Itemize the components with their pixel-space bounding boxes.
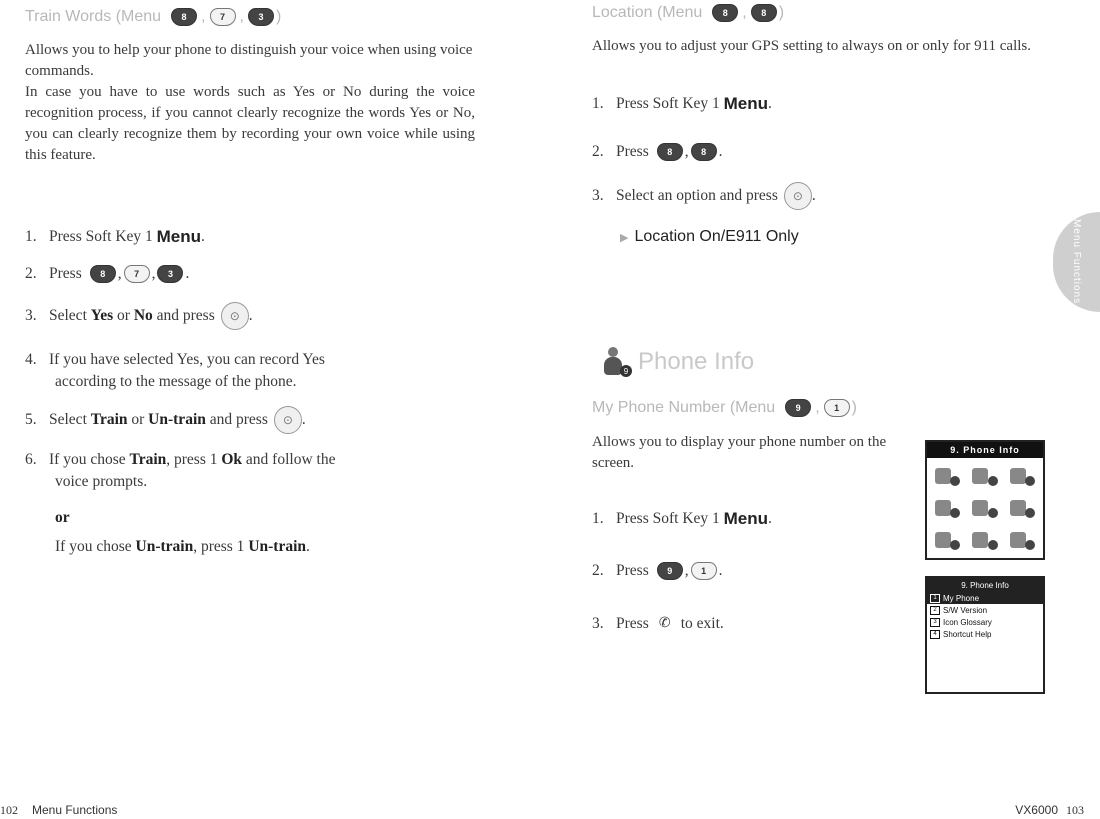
train-step-1: 1. Press Soft Key 1 Menu . [25,227,205,246]
location-option: ▶ Location On/E911 Only [620,228,799,245]
location-step-1: 1. Press Soft Key 1 Menu . [592,94,772,113]
key-8-icon: 8 [712,4,738,22]
phone-step-1: 1. Press Soft Key 1 Menu . [592,509,772,528]
footer-left: 102 Menu Functions [0,803,118,817]
key-3-icon: 3 [248,8,274,26]
key-3-icon: 3 [157,265,183,283]
train-words-intro-2: In case you have to use words such as Yes or No during the voice recognition process, if you cannot clearly recognize the words Yes or No, you can clearly recognize them by recording your own voice while using this feature. [25,84,475,163]
menu-item-my-phone: 1 My Phone [927,592,1043,604]
key-7-icon: 7 [124,265,150,283]
train-step-5: 5. Select Train or Un-train and press ⊙ . [25,406,306,434]
ok-key-icon: ⊙ [784,182,812,210]
phone-step-2: 2. Press 9 , 1 . [592,562,723,579]
key-9-icon: 9 [785,399,811,417]
grid-icon [1006,462,1039,490]
key-8-icon: 8 [171,8,197,26]
key-7-icon: 7 [210,8,236,26]
grid-icon [968,462,1001,490]
train-words-title: Train Words (Menu 8 , 7 , 3 ) [25,8,282,25]
footer-right: VX6000 103 [1015,803,1084,817]
grid-icon [931,462,964,490]
or-separator: or [55,509,70,526]
train-step-2: 2. Press 8 , 7 , 3 . [25,265,190,282]
key-1-icon: 1 [691,562,717,580]
key-9-icon: 9 [657,562,683,580]
train-alt-line: If you chose Un-train, press 1 Un-train. [55,538,310,555]
end-key-icon: ✆ [658,616,671,631]
train-step-4: 4. If you have selected Yes, you can record Yes [25,351,325,368]
phone-info-heading: 9 Phone Info [592,345,754,379]
phone-info-screen: 9. Phone Info [925,440,1045,560]
ok-key-icon: ⊙ [274,406,302,434]
phone-info-icon: 9 [602,347,630,377]
phone-step-3: 3. Press ✆ to exit. [592,615,724,632]
key-8-icon: 8 [691,143,717,161]
location-step-3: 3. Select an option and press ⊙ . [592,182,816,210]
grid-icon [1006,494,1039,522]
train-step-6-cont: voice prompts. [55,473,148,490]
train-step-3: 3. Select Yes or No and press ⊙ . [25,302,253,330]
menu-functions-side-tab: Menu Functions [1053,212,1100,312]
my-phone-number-intro: Allows you to display your phone number on the screen. [592,434,887,471]
grid-icon [931,494,964,522]
grid-icon [968,494,1001,522]
train-step-4-cont: according to the message of the phone. [55,373,297,390]
menu-item-shortcut-help: 4 Shortcut Help [927,628,1043,640]
my-phone-number-title: My Phone Number (Menu 9 , 1 ) [592,399,857,416]
train-words-intro-1: Allows you to help your phone to distinguish your voice when using voice commands. [25,42,473,79]
grid-icon [931,526,964,554]
menu-item-icon-glossary: 3 Icon Glossary [927,616,1043,628]
train-step-6: 6. If you chose Train , press 1 Ok and follow the [25,451,336,468]
key-1-icon: 1 [824,399,850,417]
ok-key-icon: ⊙ [221,302,249,330]
triangle-bullet-icon: ▶ [620,232,629,244]
phone-info-menu-screen: 9. Phone Info 1 My Phone 2 S/W Version 3 Icon Glossary 4 Shortcut Help [925,576,1045,694]
key-8-icon: 8 [657,143,683,161]
menu-item-sw-version: 2 S/W Version [927,604,1043,616]
location-intro: Allows you to adjust your GPS setting to always on or only for 911 calls. [592,38,1031,54]
key-8-icon: 8 [90,265,116,283]
location-title: Location (Menu 8 , 8 ) [592,4,785,21]
grid-icon [968,526,1001,554]
location-step-2: 2. Press 8 , 8 . [592,143,723,160]
key-8-icon: 8 [751,4,777,22]
grid-icon [1006,526,1039,554]
